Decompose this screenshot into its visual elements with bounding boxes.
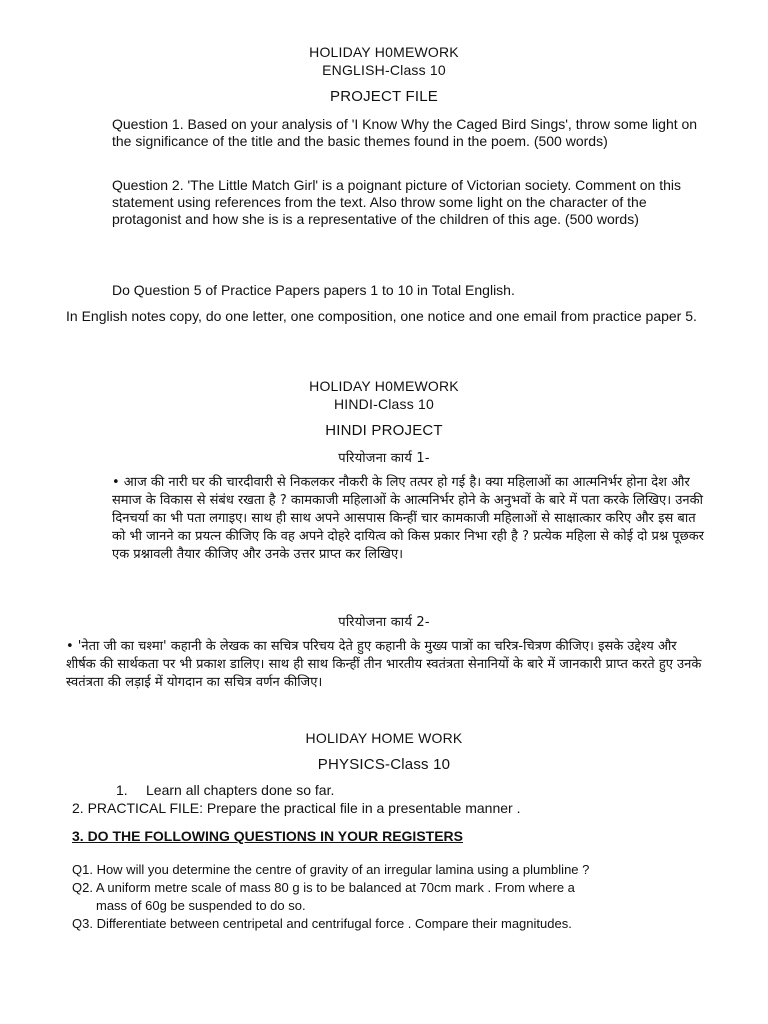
physics-item-3-heading: 3. DO THE FOLLOWING QUESTIONS IN YOUR REGISTERS <box>72 828 463 844</box>
english-question-2: Question 2. 'The Little Match Girl' is a poignant picture of Victorian society. Comment on this statement using references from the text. Also throw some light on the character of the protagonist and how she is is a representative of the children of this age. (500 words) <box>112 177 681 227</box>
physics-class-title: PHYSICS-Class 10 <box>317 756 451 773</box>
physics-question-2-line-1: Q2. A uniform metre scale of mass 80 g is to be balanced at 70cm mark . From where a <box>72 880 575 895</box>
physics-question-1: Q1. How will you determine the centre of gravity of an irregular lamina using a plumbline ? <box>72 862 590 877</box>
english-question-1: Question 1. Based on your analysis of 'I Know Why the Caged Bird Sings', throw some light on the significance of the title and the basic themes found in the poem. (500 words) <box>112 116 698 149</box>
physics-question-3: Q3. Differentiate between centripetal and centrifugal force . Compare their magnitudes. <box>72 916 572 931</box>
physics-question-2-line-2: mass of 60g be suspended to do so. <box>96 898 306 913</box>
hindi-task-2-body: • 'नेता जी का चश्मा' कहानी के लेखक का सचित्र परिचय देते हुए कहानी के मुख्य पात्रों का चरित्र-चित्रण कीजिए। इसके उद्देश्य और शीर्षक की सार्थकता पर भी प्रकाश डालिए। साथ ही साथ किन्हीं तीन भारतीय स्वतंत्रता सेनानियों के बारे में जानकारी प्राप्त करते हुए उनके स्वतंत्रता की लड़ाई में योगदान का सचित्र वर्णन कीजिए। <box>66 639 702 690</box>
hindi-project-title: HINDI PROJECT <box>325 422 443 439</box>
english-practice-instruction: Do Question 5 of Practice Papers papers 1 to 10 in Total English. <box>112 282 515 298</box>
hindi-task-1-body: • आज की नारी घर की चारदीवारी से निकलकर नौकरी के लिए तत्पर हो गई है। क्या महिलाओं का आत्मनिर्भर होना देश और समाज के विकास से संबंध रखता है ? कामकाजी महिलाओं के आत्मनिर्भर होने के अनुभवों के बारे में पता करके लिखिए। उनकी दिनचर्या का भी पता लगाइए। साथ ही साथ अपने आसपास किन्हीं चार कामकाजी महिलाओं से साक्षात्कार करिए और इस बात को भी जानने का प्रयत्न कीजिए कि वह अपने दोहरे दायित्व को किस प्रकार निभा रही है ? प्रत्येक महिला से कोई दो प्रश्न पूछकर एक प्रश्नावली तैयार कीजिए और उनके उत्तर प्राप्त कर लिखिए। <box>112 475 705 562</box>
english-heading: HOLIDAY H0MEWORK <box>309 44 459 60</box>
hindi-task-1-title: परियोजना कार्य 1- <box>338 451 430 466</box>
english-notes-instruction: In English notes copy, do one letter, one composition, one notice and one email from practice paper 5. <box>66 308 697 324</box>
hindi-heading: HOLIDAY H0MEWORK <box>309 378 459 394</box>
physics-item-2: 2. PRACTICAL FILE: Prepare the practical file in a presentable manner . <box>72 800 521 816</box>
hindi-task-2-title: परियोजना कार्य 2- <box>338 615 430 630</box>
hindi-class-title: HINDI-Class 10 <box>333 396 435 412</box>
physics-item-1: Learn all chapters done so far. <box>146 782 335 798</box>
english-class-title: ENGLISH-Class 10 <box>322 62 446 78</box>
physics-heading: HOLIDAY HOME WORK <box>305 730 463 746</box>
physics-item-1-number: 1. <box>116 782 128 798</box>
english-project-title: PROJECT FILE <box>330 88 438 105</box>
